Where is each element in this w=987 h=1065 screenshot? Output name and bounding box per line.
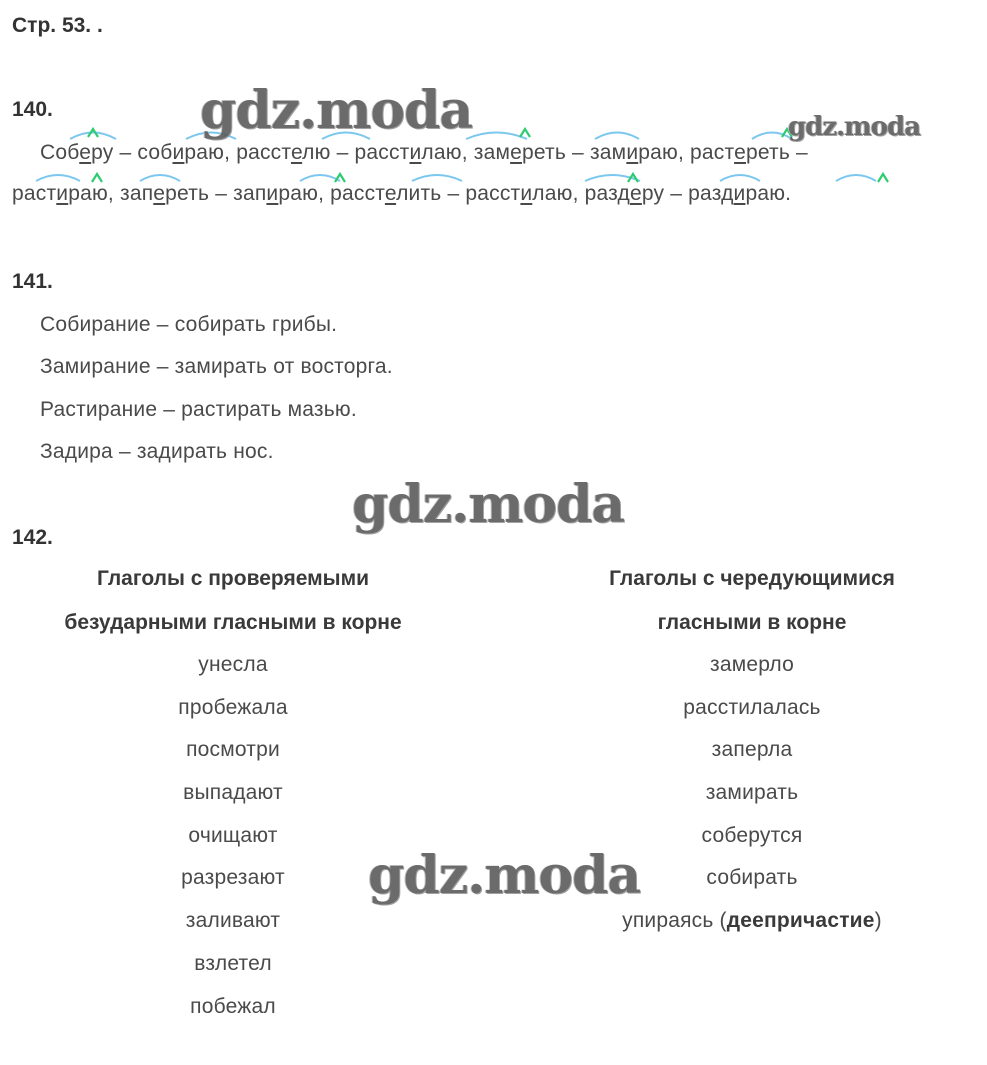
stress-mark (88, 129, 98, 137)
text-segment: раю, расст (184, 141, 291, 164)
exercise-141-line: Задира – задирать нос. (40, 440, 274, 463)
watermark-logo: gdz.moda (352, 474, 625, 535)
text-segment: раю, расст (278, 182, 385, 205)
underlined-vowel: и (56, 182, 69, 205)
root-arc (720, 175, 760, 181)
root-arc (140, 175, 180, 181)
left-column-heading: безударными гласными в корне (64, 611, 402, 634)
left-word: пробежала (178, 696, 288, 719)
left-word: выпадают (183, 781, 283, 804)
root-arc (300, 175, 340, 181)
stress-mark (878, 174, 888, 182)
left-word: унесла (198, 653, 268, 676)
text-segment: реть – (745, 141, 808, 164)
left-word: заливают (185, 909, 281, 932)
left-word: взлетел (194, 952, 272, 975)
exercise-141-line: Растирание – растирать мазью. (40, 398, 357, 421)
exercise-142-number: 142. (12, 526, 53, 549)
page-header: Стр. 53. . (12, 14, 103, 37)
exercise-140-number: 140. (12, 98, 53, 121)
stress-mark (520, 129, 530, 137)
underlined-vowel: е (384, 182, 397, 205)
right-word: заперла (711, 738, 793, 761)
watermark-logo: gdz.moda (788, 112, 921, 142)
text-segment: Соб (40, 141, 80, 164)
text-segment: раю, зап (68, 182, 154, 205)
left-column-heading: Глаголы с проверяемыми (96, 567, 370, 590)
part-of-speech-note: деепричастие (726, 909, 875, 932)
watermark-logo: gdz.moda (200, 80, 473, 141)
exercise-141-number: 141. (12, 270, 53, 293)
exercise-140-line-2 (12, 182, 791, 206)
left-word: посмотри (186, 738, 280, 761)
left-word: разрезают (181, 866, 285, 889)
text-segment: раю, раст (638, 141, 735, 164)
underlined-vowel: и (409, 141, 422, 164)
text-segment: раст (12, 182, 57, 205)
text-segment: ру – соб (91, 141, 173, 164)
watermark-logo: gdz.moda (368, 845, 641, 906)
root-arc (752, 133, 792, 140)
text-segment: лить – расст (396, 182, 521, 205)
root-arc (412, 175, 462, 181)
left-word: побежал (190, 995, 276, 1018)
root-arc (36, 175, 80, 181)
text-segment: раю. (745, 182, 792, 205)
stress-mark (92, 174, 102, 182)
root-arc (70, 133, 116, 140)
underlined-vowel: е (153, 182, 166, 205)
left-word: очищают (188, 824, 278, 847)
underlined-vowel: и (626, 141, 639, 164)
text-segment: лаю, зам (421, 141, 511, 164)
right-word: соберутся (701, 824, 803, 847)
exercise-141-line: Собирание – собирать грибы. (40, 313, 338, 336)
text-segment: реть – зам (522, 141, 627, 164)
note-paren-open: ( (713, 909, 727, 932)
right-word-with-note (622, 909, 882, 933)
root-arc (585, 175, 640, 181)
underlined-vowel: е (290, 141, 303, 164)
right-word: замерло (710, 653, 794, 676)
stress-mark (335, 174, 345, 182)
right-column-heading: Глаголы с чередующимися (609, 567, 895, 590)
underlined-vowel: и (520, 182, 533, 205)
stress-mark (628, 174, 638, 182)
right-word: замирать (705, 781, 799, 804)
underlined-vowel: е (510, 141, 522, 164)
right-word: упираясь (622, 909, 714, 932)
underlined-vowel: и (733, 182, 746, 205)
text-segment: ру – разд (641, 182, 734, 205)
text-segment: лаю, разд (532, 182, 630, 205)
text-segment: реть – зап (165, 182, 267, 205)
underlined-vowel: и (172, 141, 185, 164)
text-segment: лю – расст (302, 141, 410, 164)
root-arc (595, 133, 639, 140)
root-arc (466, 133, 527, 140)
right-column-heading: гласными в корне (657, 611, 847, 634)
underlined-vowel: и (266, 182, 279, 205)
exercise-140-line-1 (40, 141, 808, 165)
right-word: собирать (706, 866, 798, 889)
root-arc (836, 175, 876, 181)
underlined-vowel: е (79, 141, 92, 164)
right-word: расстилалась (683, 696, 821, 719)
underlined-vowel: е (734, 141, 746, 164)
underlined-vowel: е (630, 182, 642, 205)
exercise-141-line: Замирание – замирать от восторга. (40, 355, 393, 378)
note-paren-close: ) (874, 909, 882, 932)
